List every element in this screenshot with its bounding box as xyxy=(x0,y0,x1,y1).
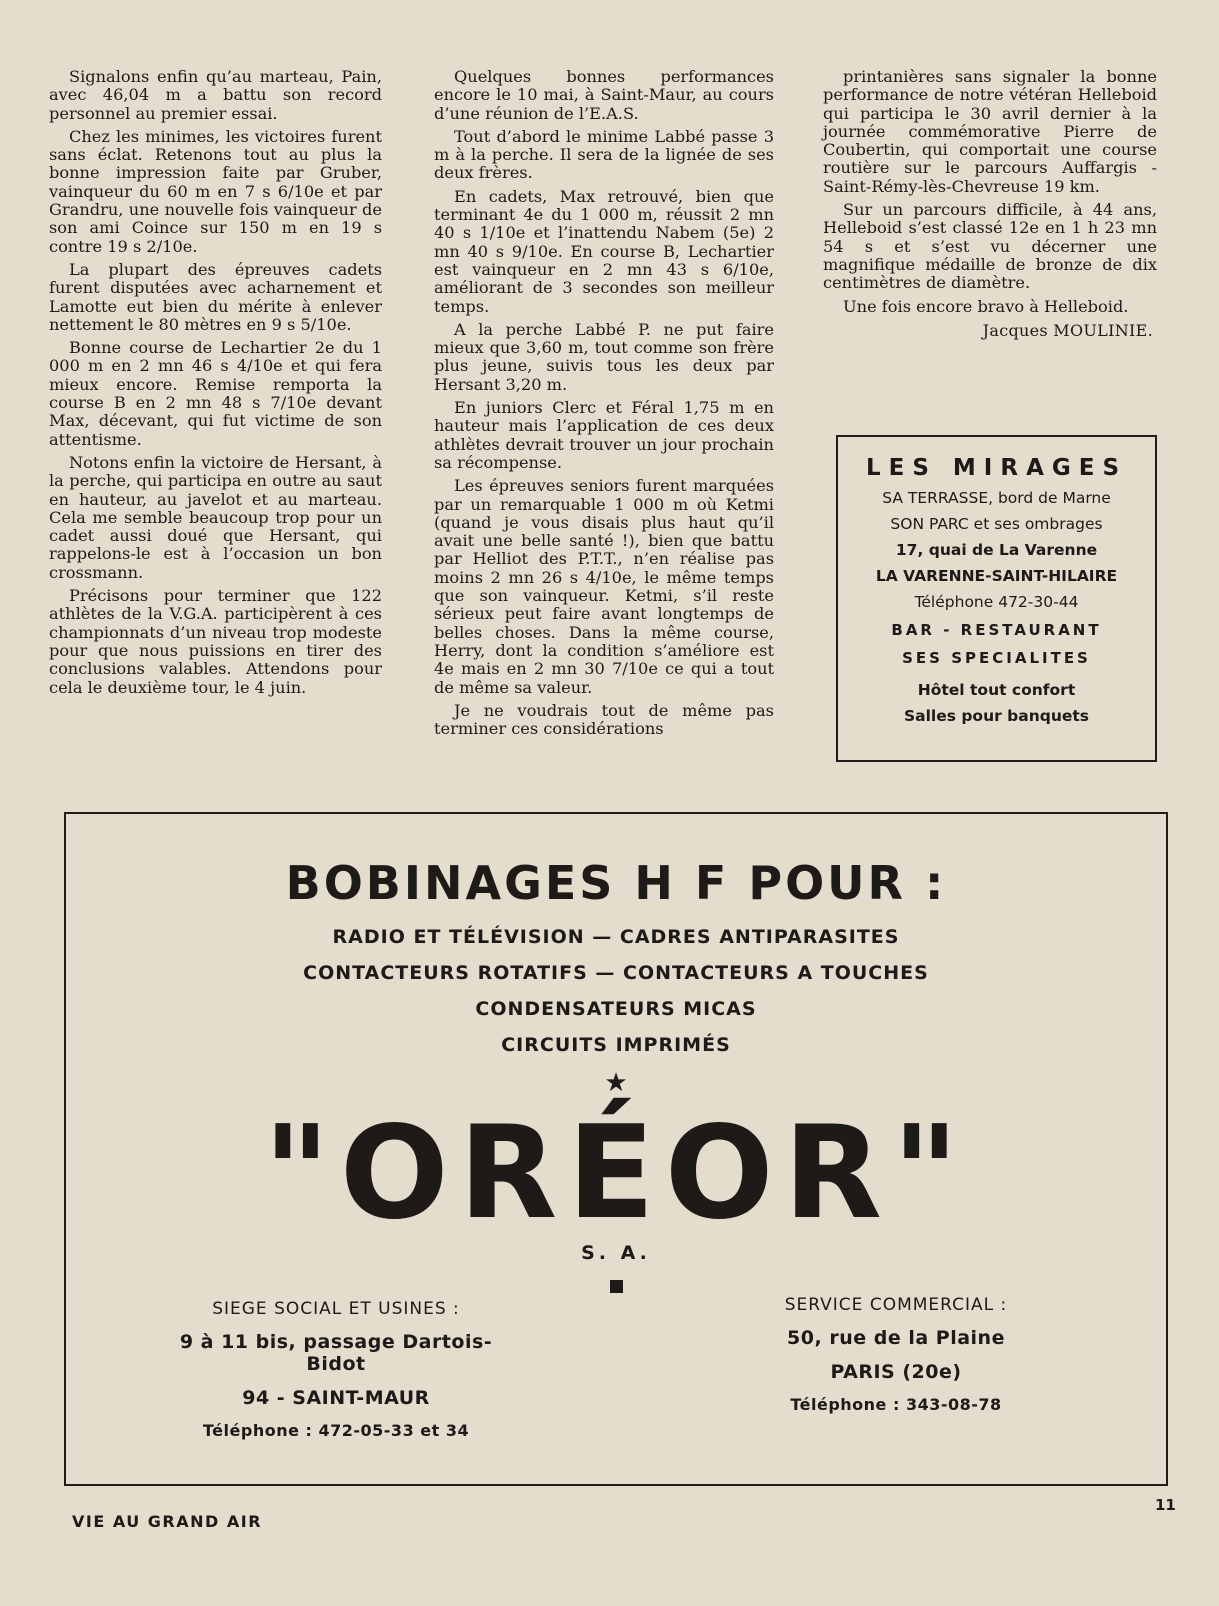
paragraph: Quelques bonnes performances encore le 10 mai, à Saint-Maur, au cours d’une réunion de l’E.A.S. xyxy=(434,67,774,123)
article-column-1 xyxy=(49,68,382,702)
head-office-city: 94 - SAINT-MAUR xyxy=(242,1387,430,1409)
head-office-address xyxy=(156,1299,516,1440)
oreor-brand-name: "ORÉOR" xyxy=(263,1099,969,1248)
mirages-terrace: SA TERRASSE, bord de Marne xyxy=(882,489,1111,507)
mirages-bar-restaurant: BAR - RESTAURANT xyxy=(891,621,1102,639)
paragraph: Précisons pour terminer que 122 athlètes de la V.G.A. participèrent à ces championnats d’un niveau trop modeste pour que nous puissions en tirer des conclusions valables. Attendons pour cela le deuxième tour, le 4 juin. xyxy=(49,586,382,697)
paragraph: printanières sans signaler la bonne performance de notre vétéran Helleboid qui participa le 30 avril dernier à la journée commémorative Pierre de Coubertin, qui comportait une course routière sur le parcours Auffargis - Saint-Rémy-lès-Chevreuse 19 km. xyxy=(823,67,1157,196)
paragraph: Bonne course de Lechartier 2e du 1 000 m en 2 mn 46 s 4/10e et qui fera mieux encore. Remise remporta la course B en 2 mn 48 s 7/10e devant Max, décevant, qui fut victime de son attentisme. xyxy=(49,338,382,449)
commercial-street: 50, rue de la Plaine xyxy=(787,1327,1005,1349)
star-icon: ★ xyxy=(604,1068,628,1098)
paragraph: Les épreuves seniors furent marquées par un remarquable 1 000 m où Ketmi (quand je vous disais plus haut qu’il avait une belle santé !), bien que battu par Helliot des P.T.T., n’en réalise pas moins 2 mn 26 s 4/10e, le même temps que son vainqueur. Ketmi, s’il reste sérieux peut faire avant longtemps de belles choses. Dans la même course, Herry, dont la condition s’améliore est 4e mais en 2 mn 30 7/10e ce qui a tout de même sa valeur. xyxy=(434,476,774,697)
product-line: CONTACTEURS ROTATIFS — CONTACTEURS A TOUCHES xyxy=(303,962,929,984)
product-line: CIRCUITS IMPRIMÉS xyxy=(501,1034,731,1056)
commercial-label: SERVICE COMMERCIAL : xyxy=(784,1295,1008,1315)
paragraph: En cadets, Max retrouvé, bien que terminant 4e du 1 000 m, réussit 2 mn 40 s 1/10e et l’inattendu Nabem (5e) 2 mn 40 s 9/10e. En course B, Lechartier est vainqueur en 2 mn 43 s 6/10e, améliorant de 3 secondes son meilleur temps. xyxy=(434,186,774,316)
oreor-headline: BOBINAGES H F POUR : xyxy=(285,856,947,910)
mirages-hotel: Hôtel tout confort xyxy=(917,681,1076,699)
paragraph: Une fois encore bravo à Helleboid. xyxy=(843,296,1129,316)
mirages-banquets: Salles pour banquets xyxy=(903,707,1090,725)
article-column-2 xyxy=(434,68,774,743)
paragraph: Signalons enfin qu’au marteau, Pain, avec 46,04 m a battu son record personnel au premier essai. xyxy=(49,67,382,123)
mirages-advertisement xyxy=(836,435,1157,762)
mirages-phone: Téléphone 472-30-44 xyxy=(914,593,1079,611)
head-office-street: 9 à 11 bis, passage Dartois-Bidot xyxy=(179,1331,493,1375)
commercial-phone: Téléphone : 343-08-78 xyxy=(790,1395,1002,1414)
paragraph: Tout d’abord le minime Labbé passe 3 m à la perche. Il sera de la lignée de ses deux frères. xyxy=(434,126,774,183)
paragraph: A la perche Labbé P. ne put faire mieux que 3,60 m, tout comme son frère plus jeune, suivis tous les deux par Hersant 3,20 m. xyxy=(434,319,774,394)
paragraph: Je ne voudrais tout de même pas terminer ces considérations xyxy=(434,700,774,739)
paragraph: Notons enfin la victoire de Hersant, à la perche, qui participa en outre au saut en hauteur, au javelot et au marteau. Cela me semble beaucoup trop pour un cadet aussi doué que Hersant, qui rappelons-le est à l’occasion un bon crossmann. xyxy=(49,452,382,582)
product-line: CONDENSATEURS MICAS xyxy=(475,998,757,1020)
oreor-advertisement xyxy=(64,812,1168,1486)
paragraph: Chez les minimes, les victoires furent sans éclat. Retenons tout au plus la bonne impression faite par Gruber, vainqueur du 60 m en 7 s 6/10e et par Grandru, une nouvelle fois vainqueur de son ami Coince sur 150 m en 19 s contre 19 s 2/10e. xyxy=(49,126,382,256)
paragraph: Sur un parcours difficile, à 44 ans, Helleboid s’est classé 12e en 1 h 23 mn 54 s et s’est vu décerner une magnifique médaille de bronze de dix centimètres de diamètre. xyxy=(823,200,1157,293)
mirages-town: LA VARENNE-SAINT-HILAIRE xyxy=(875,567,1118,585)
commercial-city: PARIS (20e) xyxy=(830,1361,962,1383)
square-ornament-icon xyxy=(610,1280,623,1293)
oreor-company-type: S. A. xyxy=(581,1242,651,1264)
page-number: 11 xyxy=(1155,1496,1176,1514)
paragraph: En juniors Clerc et Féral 1,75 m en hauteur mais l’application de ces deux athlètes devrait trouver un jour prochain sa récompense. xyxy=(434,398,774,472)
head-office-label: SIEGE SOCIAL ET USINES : xyxy=(212,1299,460,1319)
head-office-phone: Téléphone : 472-05-33 et 34 xyxy=(202,1421,470,1440)
mirages-title: LES MIRAGES xyxy=(865,455,1128,481)
mirages-address: 17, quai de La Varenne xyxy=(895,541,1098,559)
article-column-3 xyxy=(823,68,1157,340)
mirages-specialites: SES SPECIALITES xyxy=(902,649,1091,667)
magazine-name: VIE AU GRAND AIR xyxy=(72,1512,263,1531)
mirages-park: SON PARC et ses ombrages xyxy=(890,515,1103,533)
product-line: RADIO ET TÉLÉVISION — CADRES ANTIPARASITES xyxy=(332,926,900,948)
author-signature: Jacques MOULINIE. xyxy=(982,320,1153,340)
paragraph: La plupart des épreuves cadets furent disputées avec acharnement et Lamotte eut bien du mérite à enlever nettement le 80 mètres en 9 s 5/10e. xyxy=(49,259,382,334)
commercial-office-address xyxy=(726,1295,1066,1414)
